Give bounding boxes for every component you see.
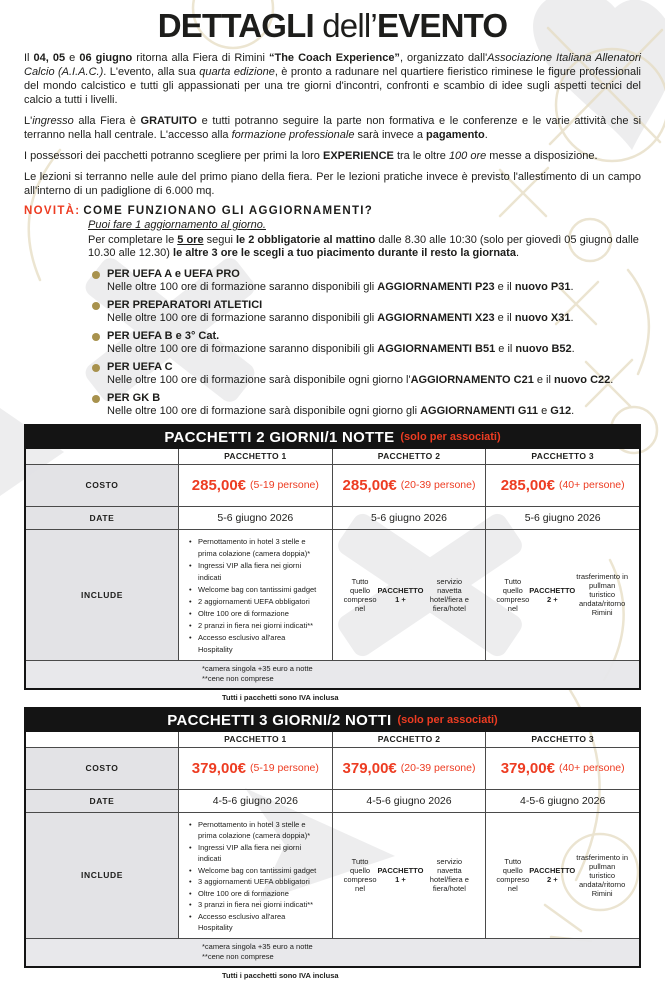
category-desc: Nelle oltre 100 ore di formazione sarà disponibile ogni giorno l'AGGIORNAMENTO C21 e il nuovo C22. — [107, 373, 614, 386]
intro-paragraph-2: L'ingresso alla Fiera è GRATUITO e tutti potranno seguire la parte non formativa e le conferenze e le varie attività che si terranno nella hall centrale. L'accesso alla formazione professionale sarà invece a pagamento. — [24, 115, 642, 141]
price-cell — [332, 465, 486, 506]
include-item: • Welcome bag con tantissimi gadget — [189, 865, 322, 877]
category-item-uefa-a-pro — [92, 268, 641, 294]
price-note: (40+ persone) — [558, 762, 625, 774]
price-note: (5-19 persone) — [250, 479, 319, 491]
price-cell — [332, 748, 486, 789]
include-item: • Accesso esclusivo all'area Hospitality — [189, 632, 322, 656]
row-label-cost: COSTO — [26, 748, 178, 789]
include-item: • Pernottamento in hotel 3 stelle e prima colazione (camera doppia)* — [189, 536, 322, 560]
column-header: PACCHETTO 3 — [485, 732, 639, 747]
category-text — [107, 392, 574, 418]
table-subheader-row — [26, 732, 639, 747]
category-text — [107, 361, 613, 387]
novita-body — [88, 219, 641, 261]
price-cell — [485, 748, 639, 789]
category-list — [92, 268, 641, 418]
include-item: • 2 aggiornamenti UEFA obbligatori — [189, 596, 322, 608]
category-title: PER UEFA C — [107, 360, 173, 373]
packages-table-3-days — [24, 707, 641, 968]
price-value: 285,00€ — [500, 476, 555, 494]
intro-paragraph-3: I possessori dei pacchetti potranno scegliere per primi la loro EXPERIENCE tra le oltre 100 ore messe a disposizione. — [24, 150, 598, 162]
iva-note: Tutti i pacchetti sono IVA inclusa — [222, 970, 339, 980]
price-note: (20-39 persone) — [400, 479, 476, 491]
include-item: • Oltre 100 ore di formazione — [189, 888, 322, 900]
include-cell-package3: Tutto quello compreso nel PACCHETTO 2 + trasferimento in pullman turistico andata/ritorno Rimini — [485, 813, 639, 938]
price-note: (5-19 persone) — [250, 762, 319, 774]
date-cell: 4-5-6 giugno 2026 — [178, 790, 332, 812]
empty-cell — [26, 449, 178, 464]
title-bold-right: EVENTO — [376, 7, 508, 44]
category-desc: Nelle oltre 100 ore di formazione sarà disponibile ogni giorno gli AGGIORNAMENTI G11 e G12. — [107, 404, 575, 417]
category-desc: Nelle oltre 100 ore di formazione saranno disponibili gli AGGIORNAMENTI B51 e il nuovo B52. — [107, 342, 575, 355]
include-item: • Accesso esclusivo all'area Hospitality — [189, 911, 322, 934]
footnote-dinners: **cene non comprese — [202, 674, 274, 683]
category-text — [107, 299, 574, 325]
category-title: PER GK B — [107, 391, 161, 404]
table-subheader-row — [26, 449, 639, 464]
footnotes-row — [26, 660, 639, 688]
table-header — [26, 709, 639, 732]
page-title — [24, 8, 641, 44]
category-desc: Nelle oltre 100 ore di formazione saranno disponibili gli AGGIORNAMENTI X23 e il nuovo X31. — [107, 311, 574, 324]
empty-cell — [26, 732, 178, 747]
include-cell-package2: Tutto quello compreso nel PACCHETTO 1 + servizio navetta hotel/fiera e fiera/hotel — [332, 530, 486, 660]
table-title-note: (solo per associati) — [397, 714, 498, 726]
column-header: PACCHETTO 3 — [485, 449, 639, 464]
date-cell: 4-5-6 giugno 2026 — [332, 790, 486, 812]
column-header: PACCHETTO 2 — [332, 732, 486, 747]
include-item: • 3 pranzi in fiera nei giorni indicati** — [189, 899, 322, 911]
category-text — [107, 330, 575, 356]
price-note: (40+ persone) — [558, 479, 625, 491]
bullet-dot-icon — [92, 333, 100, 341]
include-item: • Ingressi VIP alla fiera nei giorni indicati — [189, 560, 322, 584]
price-cell — [485, 465, 639, 506]
include-cell-package2: Tutto quello compreso nel PACCHETTO 1 + servizio navetta hotel/fiera e fiera/hotel — [332, 813, 486, 938]
price-value: 379,00€ — [191, 759, 247, 777]
include-item: • Ingressi VIP alla fiera nei giorni indicati — [189, 842, 322, 865]
bullet-dot-icon — [92, 395, 100, 403]
include-item: • Oltre 100 ore di formazione — [189, 608, 322, 620]
title-light: dell’ — [313, 7, 377, 44]
include-cell-package1 — [178, 813, 332, 938]
row-label-cost: COSTO — [26, 465, 178, 506]
bullet-dot-icon — [92, 271, 100, 279]
category-title: PER UEFA B e 3° Cat. — [107, 329, 220, 342]
include-item: • 3 aggiornamenti UEFA obbligatori — [189, 876, 322, 888]
date-cell: 5-6 giugno 2026 — [485, 507, 639, 529]
column-header: PACCHETTO 1 — [178, 732, 332, 747]
row-label-date: DATE — [26, 790, 178, 812]
table-title-note: (solo per associati) — [400, 431, 501, 443]
category-title: PER UEFA A e UEFA PRO — [107, 267, 240, 280]
category-item-uefa-c — [92, 361, 641, 387]
footnotes-row — [26, 938, 639, 966]
include-item: • Pernottamento in hotel 3 stelle e prima colazione (camera doppia)* — [189, 819, 322, 842]
date-cell: 5-6 giugno 2026 — [178, 507, 332, 529]
row-label-include: INCLUDE — [26, 530, 178, 660]
date-cell: 4-5-6 giugno 2026 — [485, 790, 639, 812]
novita-heading-row — [24, 205, 641, 217]
column-header: PACCHETTO 1 — [178, 449, 332, 464]
price-cell — [178, 465, 332, 506]
price-cell — [178, 748, 332, 789]
price-note: (20-39 persone) — [400, 762, 476, 774]
novita-heading: COME FUNZIONANO GLI AGGIORNAMENTI? — [83, 205, 374, 217]
include-list — [189, 536, 322, 656]
price-value: 285,00€ — [191, 476, 247, 494]
footnote-single-room: *camera singola +35 euro a notte — [202, 663, 313, 673]
category-desc: Nelle oltre 100 ore di formazione saranno disponibili gli AGGIORNAMENTI P23 e il nuovo P31. — [107, 280, 574, 293]
cost-row — [26, 464, 639, 506]
table-title: PACCHETTI 2 GIORNI/1 NOTTE — [164, 428, 395, 446]
price-value: 285,00€ — [342, 476, 397, 494]
footnote-dinners: **cene non comprese — [202, 952, 274, 961]
price-value: 379,00€ — [500, 759, 555, 777]
table-title: PACCHETTI 3 GIORNI/2 NOTTI — [167, 711, 392, 729]
intro-paragraph-1: Il 04, 05 e 06 giugno ritorna alla Fiera di Rimini “The Coach Experience”, organizzato dall'Associazione Italiana Allenatori Calcio (A.I.A.C.). L'evento, alla sua quarta edizione, è pronto a radunare nel quartiere fieristico riminese le figure professionali del mondo calcistico e tutti gli appassionati per una tre giorni d'incontri, confronti e scambio di idee sugli aspetti tecnici del calcio a tutti i livelli. — [24, 52, 641, 106]
iva-note: Tutti i pacchetti sono IVA inclusa — [222, 692, 339, 702]
row-label-include: INCLUDE — [26, 813, 178, 938]
date-row — [26, 789, 639, 812]
cost-row — [26, 747, 639, 789]
novita-rule-line: Puoi fare 1 aggiornamento al giorno. — [88, 219, 266, 231]
novita-detail-line: Per completare le 5 ore segui le 2 obbligatorie al mattino dalle 8.30 alle 10:30 (solo per giovedì 05 giugno dalle 10.30 alle 12.30) le altre 3 ore le scegli a tuo piacimento durante il resto la giornata. — [88, 233, 639, 259]
include-cell-package3: Tutto quello compreso nel PACCHETTO 2 + trasferimento in pullman turistico andata/ritorno Rimini — [485, 530, 639, 660]
footnote-single-room: *camera singola +35 euro a notte — [202, 941, 313, 951]
date-cell: 5-6 giugno 2026 — [332, 507, 486, 529]
price-value: 379,00€ — [342, 759, 397, 777]
include-item: • Welcome bag con tantissimi gadget — [189, 584, 322, 596]
bullet-dot-icon — [92, 302, 100, 310]
column-header: PACCHETTO 2 — [332, 449, 486, 464]
include-item: • 2 pranzi in fiera nei giorni indicati** — [189, 620, 322, 632]
date-row — [26, 506, 639, 529]
include-cell-package1 — [178, 530, 332, 660]
include-row — [26, 812, 639, 938]
novita-section — [24, 205, 641, 261]
category-title: PER PREPARATORI ATLETICI — [107, 298, 263, 311]
novita-label: NOVITÀ: — [24, 205, 81, 217]
packages-table-2-days — [24, 424, 641, 690]
category-item-uefa-b — [92, 330, 641, 356]
category-item-preparatori — [92, 299, 641, 325]
include-list — [189, 819, 322, 934]
category-item-gk-b — [92, 392, 641, 418]
bullet-dot-icon — [92, 364, 100, 372]
intro-paragraph-4: Le lezioni si terranno nelle aule del primo piano della fiera. Per le lezioni pratiche invece è previsto l'allestimento di un campo all'interno di un padiglione di 6.000 mq. — [24, 171, 641, 197]
include-row — [26, 529, 639, 660]
table-header — [26, 426, 639, 449]
title-bold-left: DETTAGLI — [157, 7, 314, 44]
category-text — [107, 268, 574, 294]
row-label-date: DATE — [26, 507, 178, 529]
